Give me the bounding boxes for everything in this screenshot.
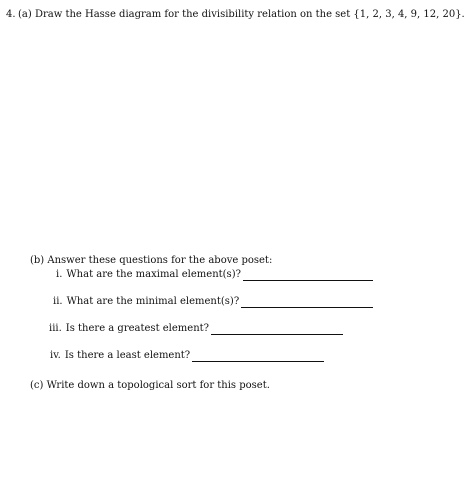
part-c-prompt: (c) Write down a topological sort for this poset. <box>30 380 270 391</box>
part-a-prompt: (a) Draw the Hasse diagram for the divisibility relation on the set {1, 2, 3, 4, 9, 12, 20}. <box>18 9 465 20</box>
answer-blank[interactable] <box>192 352 324 362</box>
item-question: Is there a least element? <box>64 350 191 361</box>
part-b-item-1 <box>56 269 373 281</box>
item-question: What are the minimal element(s)? <box>66 296 240 307</box>
item-numeral: ii. <box>53 296 63 307</box>
answer-blank[interactable] <box>241 298 373 308</box>
part-b-item-2 <box>53 296 373 308</box>
item-numeral: i. <box>56 269 63 280</box>
answer-blank[interactable] <box>211 325 343 335</box>
question-number: 4. <box>6 9 16 20</box>
item-numeral: iii. <box>49 323 62 334</box>
item-question: What are the maximal element(s)? <box>66 269 241 280</box>
part-b-item-4 <box>50 350 324 362</box>
answer-blank[interactable] <box>243 271 373 281</box>
part-b-heading: (b) Answer these questions for the above poset: <box>30 255 273 266</box>
item-numeral: iv. <box>50 350 61 361</box>
part-b-item-3 <box>49 323 343 335</box>
item-question: Is there a greatest element? <box>65 323 210 334</box>
